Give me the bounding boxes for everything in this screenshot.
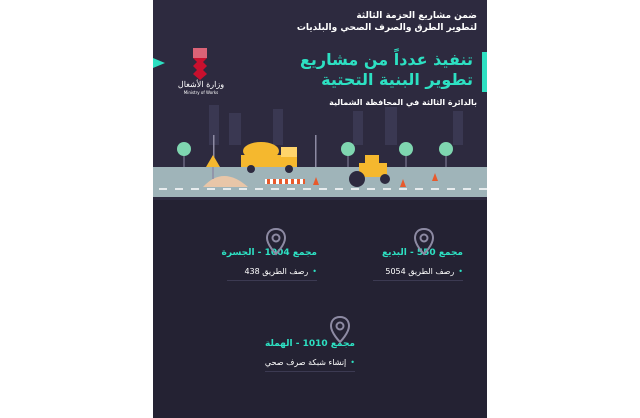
intro-line-2: لتطوير الطرق والصرف الصحي والبلديات <box>296 23 477 33</box>
tree-icon <box>399 142 413 167</box>
project-card <box>323 248 463 281</box>
accent-bar <box>482 52 487 92</box>
divider <box>265 371 355 372</box>
location-pin-icon <box>265 228 287 256</box>
tree-icon <box>341 142 355 167</box>
bullet-icon: • <box>458 267 463 276</box>
headline-line-1: تنفيذ عدداً من مشاريع <box>299 50 473 69</box>
infographic-poster <box>153 0 487 418</box>
logo-english-text: Ministry of Works <box>183 90 219 95</box>
location-pin-icon <box>413 228 435 256</box>
divider <box>227 280 317 281</box>
project-item <box>323 267 463 276</box>
project-item-text: إنشاء شبكة صرف صحي <box>264 358 347 367</box>
intro-line-1: ضمن مشاريع الحزمة الثالثة <box>356 11 477 21</box>
accent-arrow <box>153 58 165 68</box>
project-title: مجمع 1010 - الهملة <box>264 339 355 349</box>
bullet-icon: • <box>312 267 317 276</box>
tree-icon <box>439 142 453 167</box>
project-item-text: رصف الطريق 438 <box>244 267 309 276</box>
headline-line-2: تطوير البنية التحتية <box>321 70 473 89</box>
logo-arabic-text: وزارة الأشغال <box>177 80 225 89</box>
project-item-text: رصف الطريق 5054 <box>385 267 455 276</box>
project-item <box>215 358 355 367</box>
bullet-icon: • <box>350 358 355 367</box>
intro-text <box>247 10 477 34</box>
divider <box>373 280 463 281</box>
road-works-scene <box>153 105 487 200</box>
project-title: مجمع 1004 - الجسرة <box>221 248 317 258</box>
projects-panel <box>153 200 487 418</box>
project-title: مجمع 550 - البديع <box>381 248 463 258</box>
project-item <box>177 267 317 276</box>
location-pin-icon <box>329 316 351 344</box>
tree-icon <box>177 142 191 167</box>
headline <box>233 50 473 90</box>
project-card <box>177 248 317 281</box>
subtitle: بالدائرة الثالثة في المحافظة الشمالية <box>329 98 477 107</box>
